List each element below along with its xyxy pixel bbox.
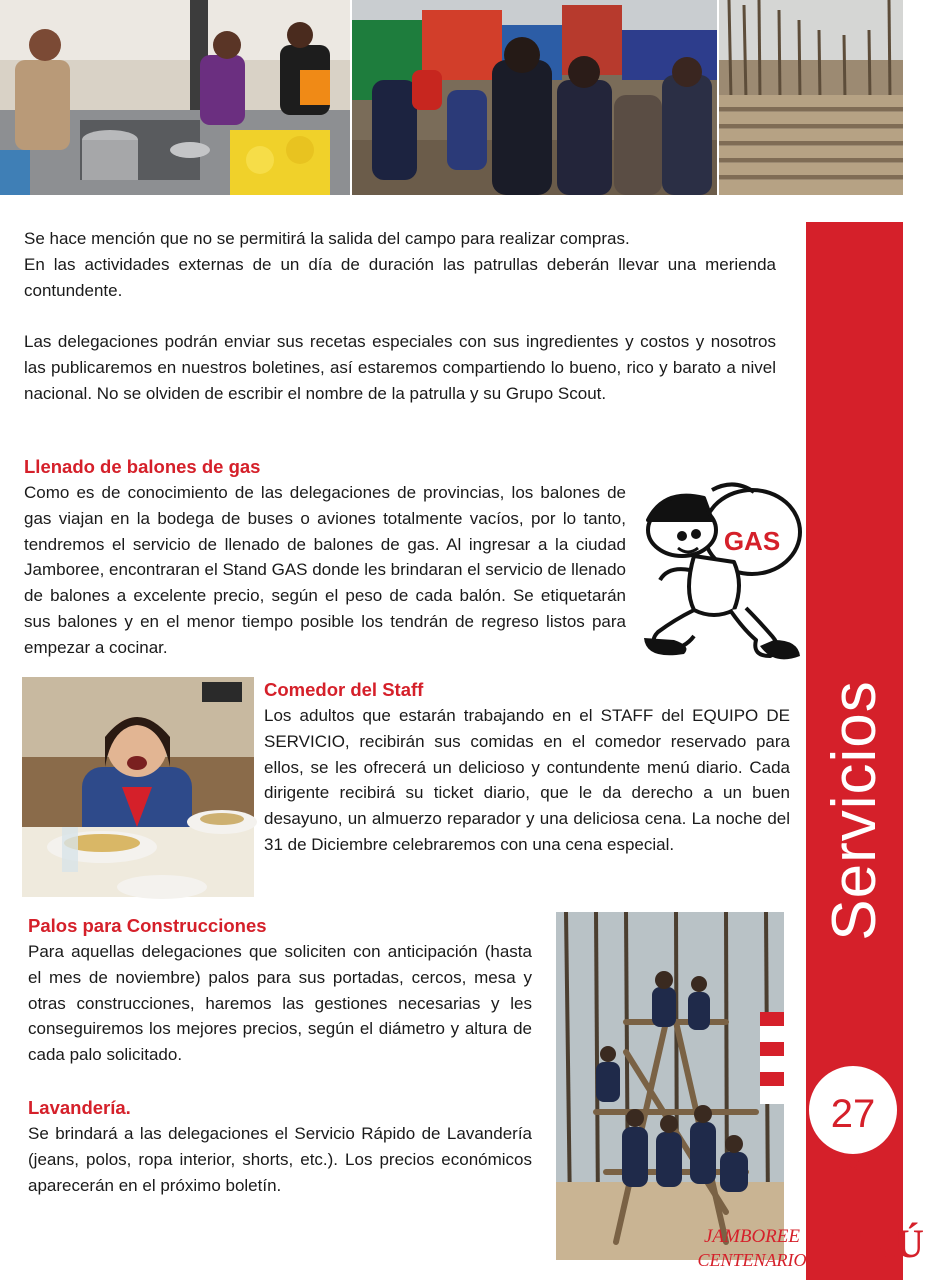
page-number: 27 (830, 1092, 876, 1136)
intro-paragraph-1: Se hace mención que no se permitirá la salida del campo para realizar compras. (24, 229, 630, 248)
photo-staff-dining (22, 677, 254, 897)
gas-section-title: Llenado de balones de gas (24, 456, 261, 477)
photo-pioneering-construction (556, 912, 784, 1260)
recipes-paragraph: Las delegaciones podrán enviar sus recetas especiales con sus ingredientes y costos y nosotros las publicaremos en nuestros boletines, así estaremos compartiendo lo bueno, rico y barato a nivel nacional. No se olviden de escribir el nombre de la patrulla y su Grupo Scout. (24, 332, 776, 403)
knot-icon (836, 1150, 870, 1178)
gas-mascot-illustration (634, 470, 804, 670)
palos-section-title: Palos para Construcciones (28, 915, 267, 936)
photo-scouts-group (352, 0, 717, 195)
gas-label: GAS (723, 526, 781, 556)
logo-line-2: CENTENARIO (697, 1250, 807, 1270)
staff-section-body: Los adultos que estarán trabajando en el STAFF del EQUIPO DE SERVICIO, recibirán sus comidas en el comedor reservado para ellos, se les ofrecerá un delicioso y contundente menú diario. Cada dirigente recibirá su ticket diario, que le da derecho a un buen desayuno, un almuerzo reparador y una deliciosa cena. La noche del 31 de Diciembre celebraremos con una cena especial. (264, 706, 790, 854)
logo-line-1: JAMBOREE (703, 1226, 801, 1247)
sidebar-title (806, 560, 903, 1060)
photo-kitchen (0, 0, 350, 195)
intro-paragraph-2: En las actividades externas de un día de duración las patrullas deberán llevar una merienda contundente. (24, 255, 776, 300)
flag-decoration (760, 1012, 784, 1104)
staff-section-title: Comedor del Staff (264, 679, 424, 700)
gas-section-body: Como es de conocimiento de las delegaciones de provincias, los balones de gas viajan en la bodega de buses o aviones totalmente vacíos, por lo tanto, tendremos el servicio de llenado de balones de gas. Al ingresar a la ciudad Jamboree, encontraran el Stand GAS donde les brindaran el servicio de llenado de balones a excelente precio, según el peso de cada balón. Se etiquetarán sus balones y en el menor tiempo posible los tendrán de regreso listos para empezar a cocinar. (24, 483, 626, 657)
photo-wooden-poles (719, 0, 903, 195)
lavanderia-section-title: Lavandería. (28, 1097, 131, 1118)
palos-section-body: Para aquellas delegaciones que soliciten con anticipación (hasta el mes de noviembre) palos para sus portadas, cercos, mesa y otras construcciones, haremos las gestiones necesarias y les conseguiremos los mejores precios, según el diámetro y altura de cada palo solicitado. (28, 942, 532, 1065)
sidebar-title-text: Servicios (820, 679, 890, 941)
peru-logo-text: PERÚ (812, 1221, 925, 1266)
jamboree-centenario-logo (697, 1222, 807, 1272)
lavanderia-section-body: Se brindará a las delegaciones el Servicio Rápido de Lavandería (jeans, polos, ropa interior, shorts, etc.). Los precios económicos aparecerán en el próximo boletín. (28, 1124, 532, 1195)
